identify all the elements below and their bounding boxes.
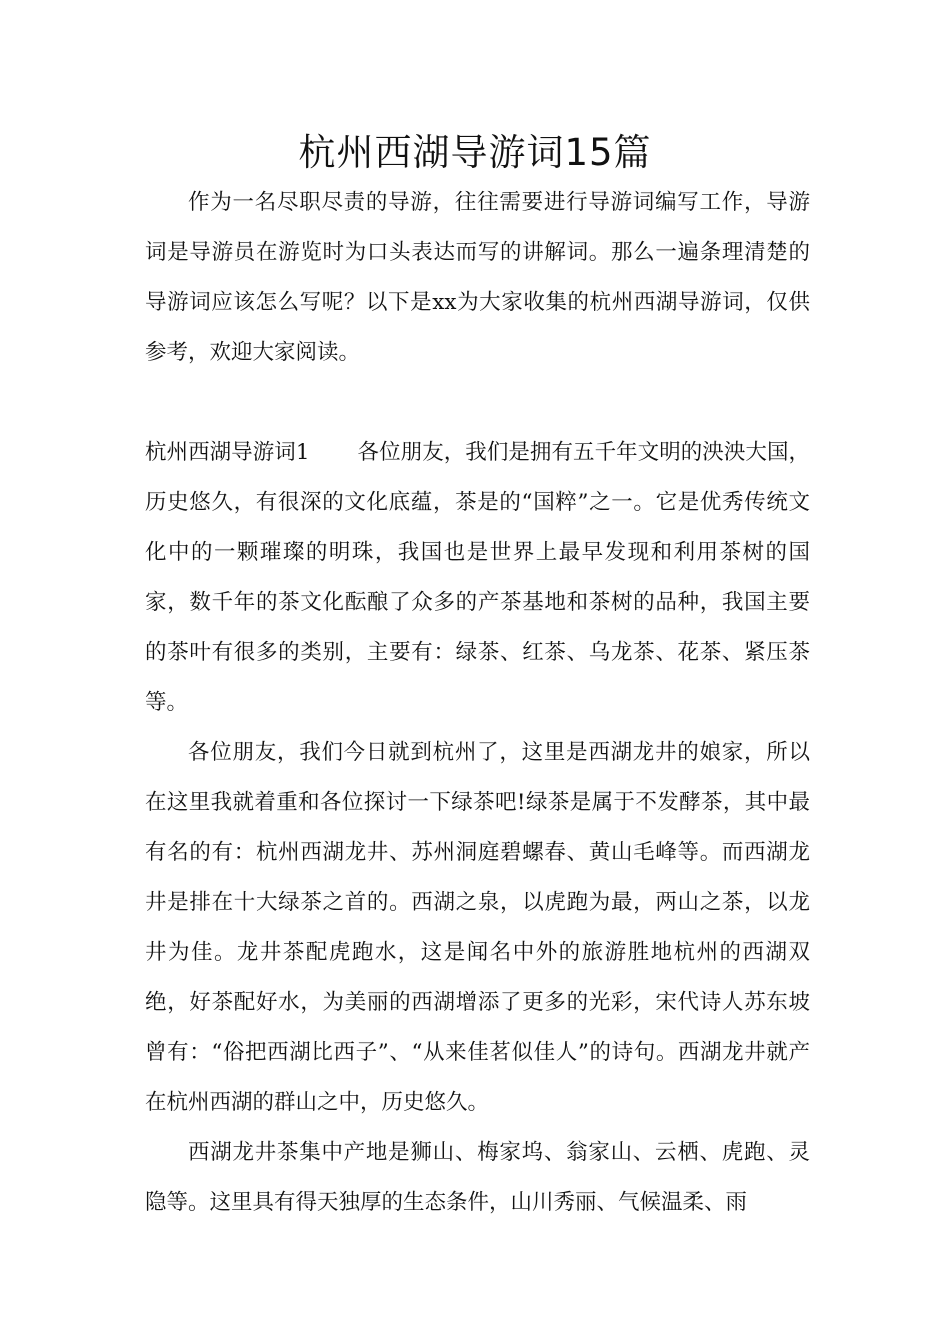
paragraph-gap: [145, 378, 810, 428]
document-body: [145, 178, 810, 1228]
section-1-paragraph-2: 各位朋友，我们今日就到杭州了，这里是西湖龙井的娘家，所以在这里我就着重和各位探讨一下绿茶吧!绿茶是属于不发酵茶，其中最有名的有：杭州西湖龙井、苏州洞庭碧螺春、黄山毛峰等。而西湖龙井是排在十大绿茶之首的。西湖之泉，以虎跑为最，两山之茶，以龙井为佳。龙井茶配虎跑水，这是闻名中外的旅游胜地杭州的西湖双绝，好茶配好水，为美丽的西湖增添了更多的光彩，宋代诗人苏东坡曾有：“俗把西湖比西子”、“从来佳茗似佳人”的诗句。西湖龙井就产在杭州西湖的群山之中，历史悠久。: [145, 740, 811, 1115]
section-1-paragraph-3: 西湖龙井茶集中产地是狮山、梅家坞、翁家山、云栖、虎跑、灵隐等。这里具有得天独厚的生态条件，山川秀丽、气候温柔、雨: [145, 1140, 810, 1215]
section-1-paragraph-1: [145, 428, 810, 728]
section-1-paragraph-1-text: 各位朋友，我们是拥有五千年文明的泱泱大国，历史悠久，有很深的文化底蕴，茶是的“国粹”之一。它是优秀传统文化中的一颗璀璨的明珠，我国也是世界上最早发现和利用茶树的国家，数千年的茶文化酝酿了众多的产茶基地和茶树的品种，我国主要的茶叶有很多的类别，主要有：绿茶、红茶、乌龙茶、花茶、紧压茶等。: [145, 440, 810, 715]
intro-paragraph: 作为一名尽职尽责的导游，往往需要进行导游词编写工作，导游词是导游员在游览时为口头表达而写的讲解词。那么一遍条理清楚的导游词应该怎么写呢？以下是xx为大家收集的杭州西湖导游词，仅供参考，欢迎大家阅读。: [145, 190, 810, 365]
section-heading: 杭州西湖导游词1: [145, 440, 310, 465]
document-title: 杭州西湖导游词15篇: [298, 131, 652, 174]
